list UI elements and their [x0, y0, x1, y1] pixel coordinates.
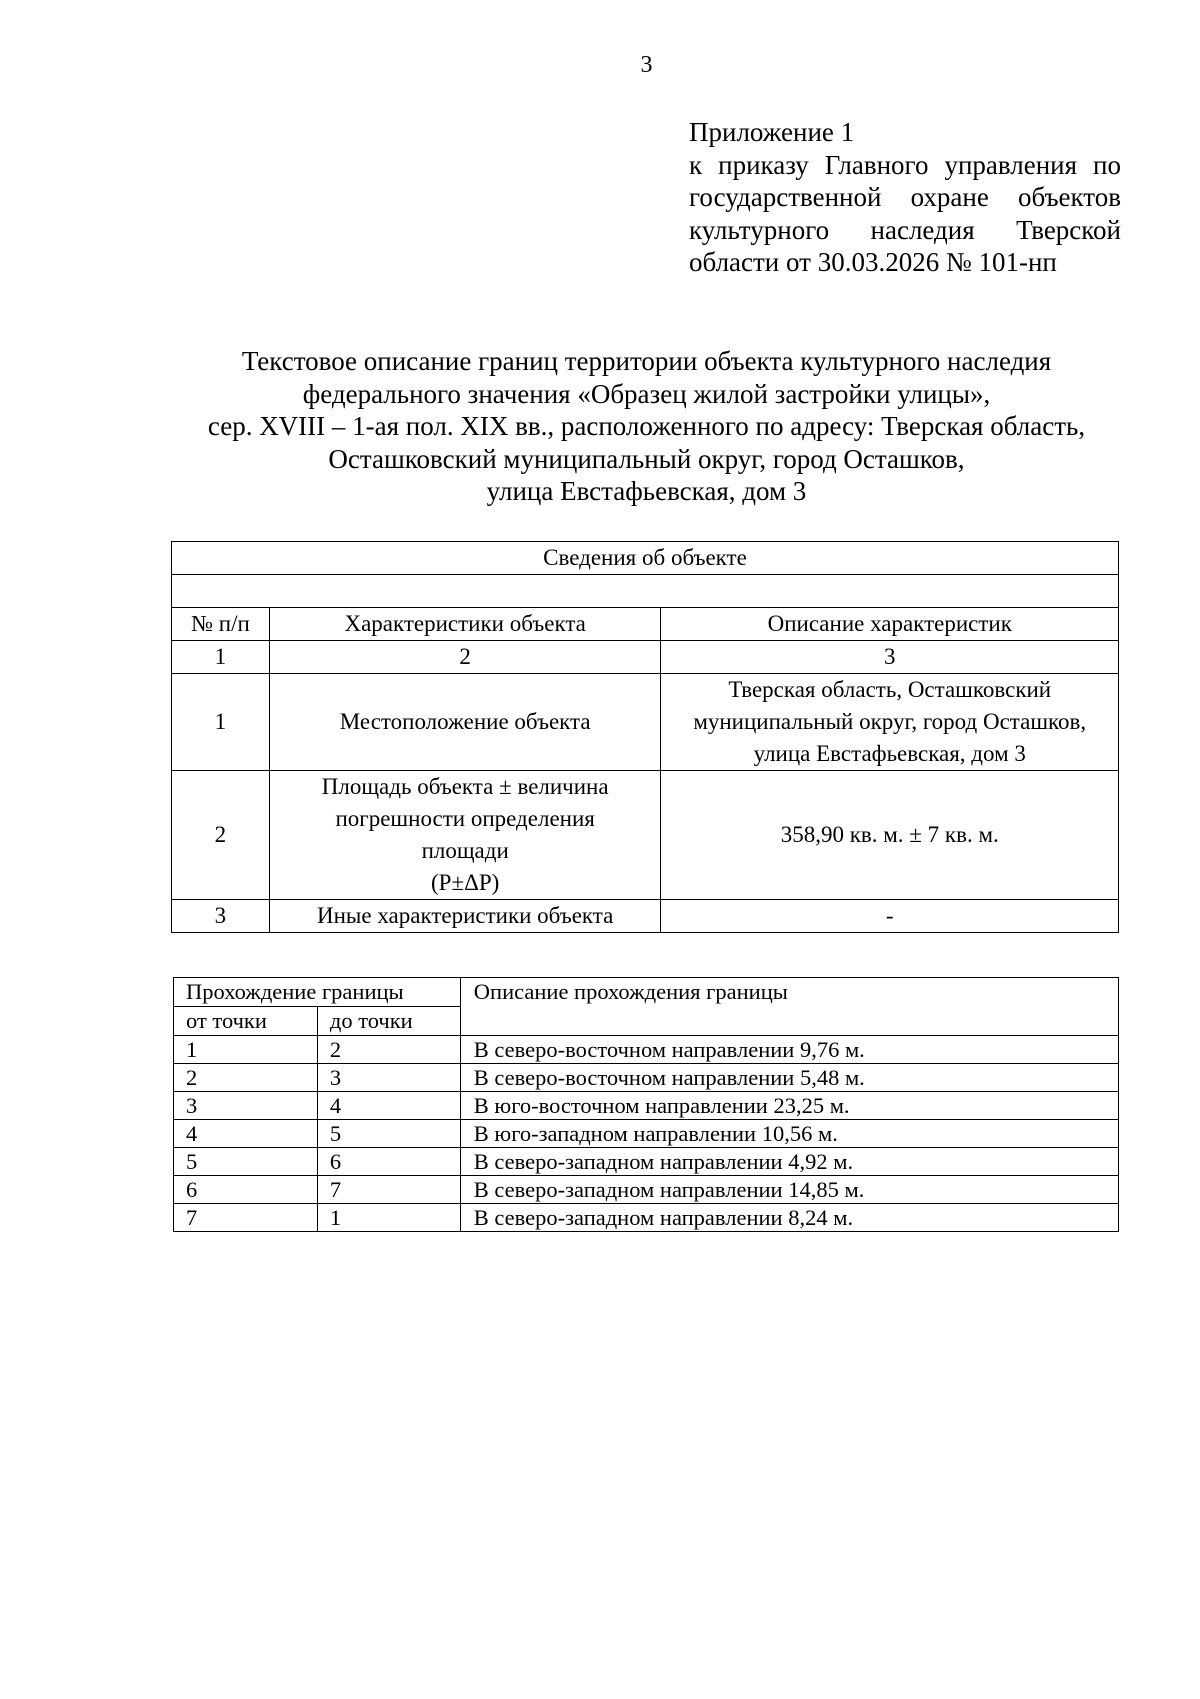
cell-line: Площадь объекта ± величина: [321, 774, 609, 799]
table-row: [174, 1092, 1119, 1120]
header-to-point: до точки: [317, 1007, 460, 1036]
cell-line: муниципальный округ, город Осташков,: [693, 709, 1087, 734]
to-point: 4: [317, 1092, 460, 1120]
object-info-table: [171, 541, 1119, 933]
header-from-point: от точки: [174, 1007, 318, 1036]
appendix-block: [689, 116, 1121, 279]
cell-line: площади: [421, 838, 509, 863]
row-description: [661, 674, 1119, 771]
boundary-description: В юго-восточном направлении 23,25 м.: [460, 1092, 1118, 1120]
boundary-description: В северо-восточном направлении 9,76 м.: [460, 1036, 1118, 1064]
document-title: [160, 345, 1133, 508]
row-description: [661, 900, 1119, 933]
from-point: 1: [174, 1036, 318, 1064]
object-table-caption: Сведения об объекте: [172, 542, 1119, 575]
cell-line: Тверская область, Осташковский: [728, 677, 1052, 702]
table-row: [172, 900, 1119, 933]
header-boundary-description: Описание прохождения границы: [460, 978, 1118, 1036]
header-description: Описание характеристик: [661, 608, 1119, 641]
table-row: [172, 771, 1119, 900]
table-row: [174, 1204, 1119, 1232]
from-point: 2: [174, 1064, 318, 1092]
title-line: сер. XVIII – 1-ая пол. XIX вв., расположенного по адресу: Тверская область,: [207, 411, 1086, 441]
column-number: 1: [172, 641, 270, 674]
from-point: 5: [174, 1148, 318, 1176]
to-point: 1: [317, 1204, 460, 1232]
page-number: 3: [640, 52, 653, 78]
title-line: федерального значения «Образец жилой застройки улицы»,: [302, 378, 991, 409]
title-line: улица Евстафьевская, дом 3: [486, 476, 807, 506]
boundary-description: В северо-западном направлении 8,24 м.: [460, 1204, 1118, 1232]
cell-line: -: [885, 903, 894, 928]
to-point: 6: [317, 1148, 460, 1176]
header-number: № п/п: [172, 608, 270, 641]
from-point: 3: [174, 1092, 318, 1120]
table-row: [174, 1176, 1119, 1204]
header-boundary-passage: Прохождение границы: [174, 978, 461, 1007]
row-number: 2: [172, 771, 270, 900]
boundary-table: [173, 977, 1119, 1232]
boundary-description: В северо-восточном направлении 5,48 м.: [460, 1064, 1118, 1092]
table-row: [174, 1064, 1119, 1092]
cell-line: Местоположение объекта: [339, 709, 591, 734]
from-point: 7: [174, 1204, 318, 1232]
column-number: 3: [661, 641, 1119, 674]
boundary-description: В юго-западном направлении 10,56 м.: [460, 1120, 1118, 1148]
row-description: [661, 771, 1119, 900]
row-characteristic: [269, 900, 661, 933]
table-row: [172, 674, 1119, 771]
title-line: Осташковский муниципальный округ, город Осташков,: [328, 443, 965, 474]
cell-line: 358,90 кв. м. ± 7 кв. м.: [780, 822, 999, 847]
to-point: 2: [317, 1036, 460, 1064]
table-row: [174, 1148, 1119, 1176]
row-characteristic: [269, 771, 661, 900]
object-table-spacer: [172, 575, 1119, 608]
title-line: Текстовое описание границ территории объекта культурного наследия: [241, 346, 1052, 376]
row-characteristic: [269, 674, 661, 771]
cell-line: Иные характеристики объекта: [317, 903, 614, 928]
appendix-line: культурного наследия Тверской: [689, 214, 1121, 245]
table-row: [174, 1036, 1119, 1064]
cell-line: погрешности определения: [335, 806, 595, 831]
from-point: 4: [174, 1120, 318, 1148]
row-number: 1: [172, 674, 270, 771]
to-point: 7: [317, 1176, 460, 1204]
from-point: 6: [174, 1176, 318, 1204]
appendix-line: государственной охране объектов: [689, 182, 1121, 212]
appendix-line: к приказу Главного управления по: [689, 149, 1121, 180]
boundary-description: В северо-западном направлении 14,85 м.: [460, 1176, 1118, 1204]
row-number: 3: [172, 900, 270, 933]
column-number: 2: [269, 641, 661, 674]
to-point: 5: [317, 1120, 460, 1148]
header-characteristic: Характеристики объекта: [269, 608, 661, 641]
cell-line: улица Евстафьевская, дом 3: [753, 741, 1026, 766]
to-point: 3: [317, 1064, 460, 1092]
cell-line: (P±ΔP): [431, 870, 500, 895]
appendix-line: области от 30.03.2026 № 101-нп: [689, 247, 1057, 277]
boundary-description: В северо-западном направлении 4,92 м.: [460, 1148, 1118, 1176]
table-row: [174, 1120, 1119, 1148]
appendix-line: Приложение 1: [689, 117, 855, 147]
